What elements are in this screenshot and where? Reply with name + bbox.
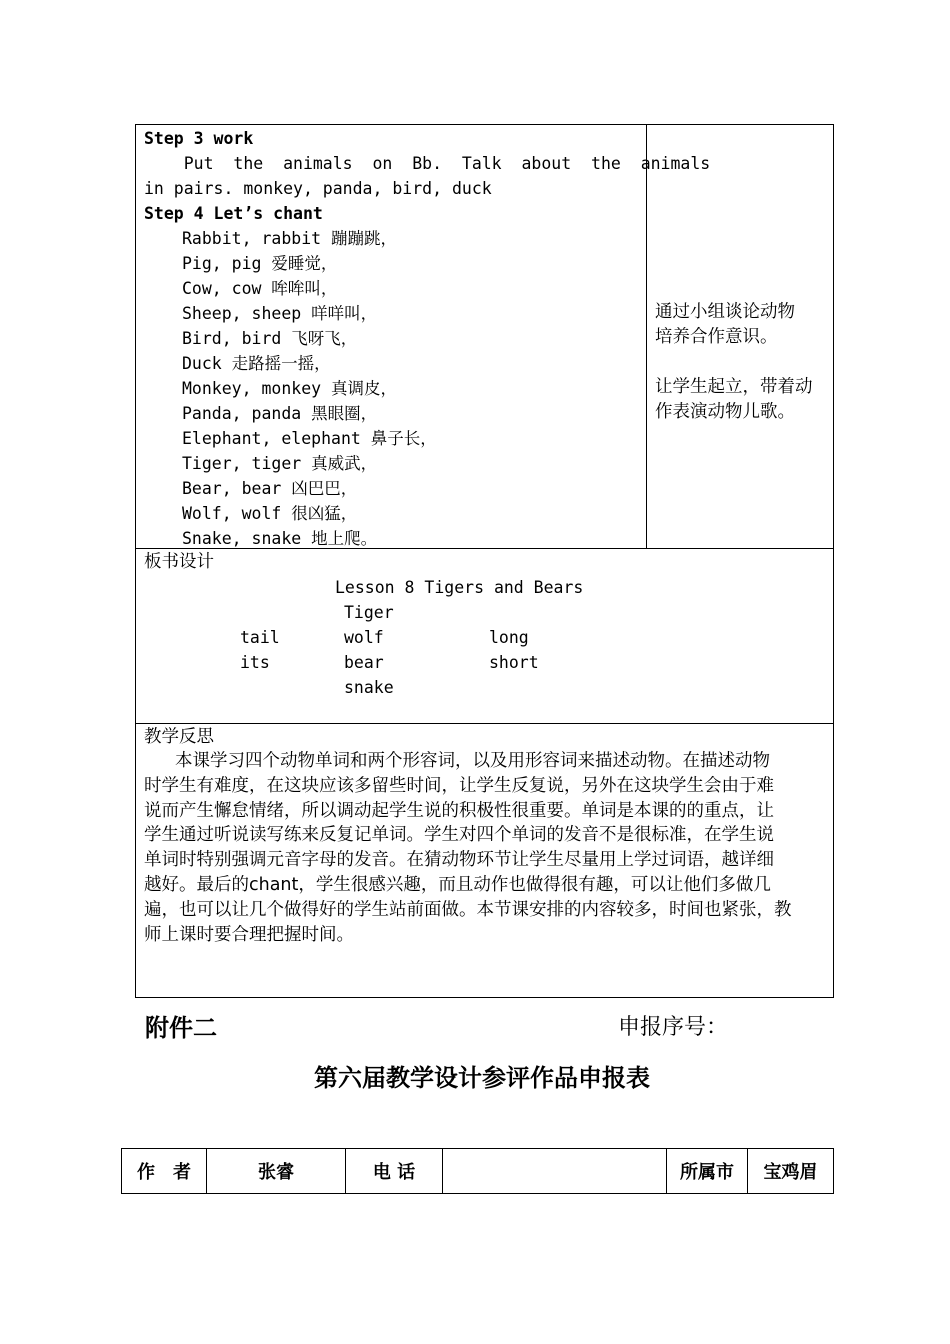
board-word: wolf bbox=[344, 628, 384, 647]
chant-line: Bird, bird 飞呀飞， bbox=[182, 329, 358, 348]
chant-line: Elephant, elephant 鼻子长， bbox=[182, 429, 437, 448]
chant-line: Rabbit, rabbit 蹦蹦跳， bbox=[182, 229, 398, 248]
chant-line: Cow, cow 哞哞叫， bbox=[182, 279, 338, 298]
step4-heading: Step 4 Let’s chant bbox=[144, 204, 323, 223]
chant-line: Bear, bear 凶巴巴， bbox=[182, 479, 358, 498]
author-value: 张睿 bbox=[258, 1162, 294, 1183]
chant-line: Monkey, monkey 真调皮， bbox=[182, 379, 398, 398]
phone-value bbox=[443, 1149, 666, 1193]
reflection-line: 师上课时要合理把握时间。 bbox=[144, 924, 354, 945]
chant-line: Snake, snake 地上爬。 bbox=[182, 529, 378, 548]
reflection-line: 学生通过听说读写练来反复记单词。学生对四个单词的发音不是很标准，在学生说 bbox=[144, 825, 774, 846]
step3-heading: Step 3 work bbox=[144, 129, 254, 148]
design-notes bbox=[655, 300, 831, 425]
chant-line: Duck 走路摇一摇， bbox=[182, 354, 331, 373]
board-word: its bbox=[240, 653, 270, 672]
note-line: 通过小组谈论动物 bbox=[655, 302, 795, 322]
author-label: 作 者 bbox=[137, 1162, 191, 1183]
reflection-line: 时学生有难度，在这块应该多留些时间，让学生反复说，另外在这块学生会由于难 bbox=[144, 775, 774, 796]
board-design-cell bbox=[144, 550, 824, 720]
board-word: snake bbox=[344, 678, 394, 697]
city-value: 宝鸡眉 bbox=[763, 1162, 818, 1183]
chant-line: Pig, pig 爱睡觉， bbox=[182, 254, 338, 273]
attachment-label: 附件二 bbox=[145, 1014, 217, 1042]
note-line: 让学生起立，带着动 bbox=[655, 377, 813, 397]
form-title: 第六届教学设计参评作品申报表 bbox=[314, 1064, 650, 1092]
note-line: 培养合作意识。 bbox=[655, 327, 778, 347]
phone-label: 电 话 bbox=[372, 1162, 416, 1183]
board-design-label: 板书设计 bbox=[144, 552, 214, 572]
reflection-line: 越好。最后的chant，学生很感兴趣，而且动作也做得很有趣，可以让他们多做几 bbox=[144, 874, 771, 895]
reflection-line: 遍，也可以让几个做得好的学生站前面做。本节课安排的内容较多，时间也紧张，教 bbox=[144, 899, 792, 920]
step3-line: Put the animals on Bb. Talk about the animals bbox=[144, 154, 711, 173]
step3-line: in pairs. monkey, panda, bird, duck bbox=[144, 179, 492, 198]
board-title: Lesson 8 Tigers and Bears bbox=[335, 578, 584, 597]
chant-line: Wolf, wolf 很凶猛， bbox=[182, 504, 358, 523]
procedure-cell bbox=[144, 126, 711, 548]
board-word: long bbox=[489, 628, 529, 647]
board-word: Tiger bbox=[344, 603, 394, 622]
board-word: short bbox=[489, 653, 539, 672]
chant-line: Panda, panda 黑眼圈， bbox=[182, 404, 378, 423]
chant-line: Sheep, sheep 咩咩叫， bbox=[182, 304, 378, 323]
chant-line: Tiger, tiger 真威武， bbox=[182, 454, 378, 473]
reflection-line: 单词时特别强调元音字母的发音。在猜动物环节让学生尽量用上学过词语，越详细 bbox=[144, 850, 774, 871]
note-line: 作表演动物儿歌。 bbox=[655, 402, 795, 422]
reflection-line: 说而产生懈怠情绪，所以调动起学生说的积极性很重要。单词是本课的的重点，让 bbox=[144, 800, 774, 821]
reflection-label: 教学反思 bbox=[144, 727, 214, 747]
board-word: bear bbox=[344, 653, 384, 672]
reflection-line: 本课学习四个动物单词和两个形容词，以及用形容词来描述动物。在描述动物 bbox=[175, 751, 770, 771]
reflection-cell bbox=[144, 725, 826, 993]
board-word: tail bbox=[240, 628, 280, 647]
serial-number-label: 申报序号： bbox=[618, 1015, 729, 1040]
city-label: 所属市 bbox=[680, 1162, 734, 1183]
